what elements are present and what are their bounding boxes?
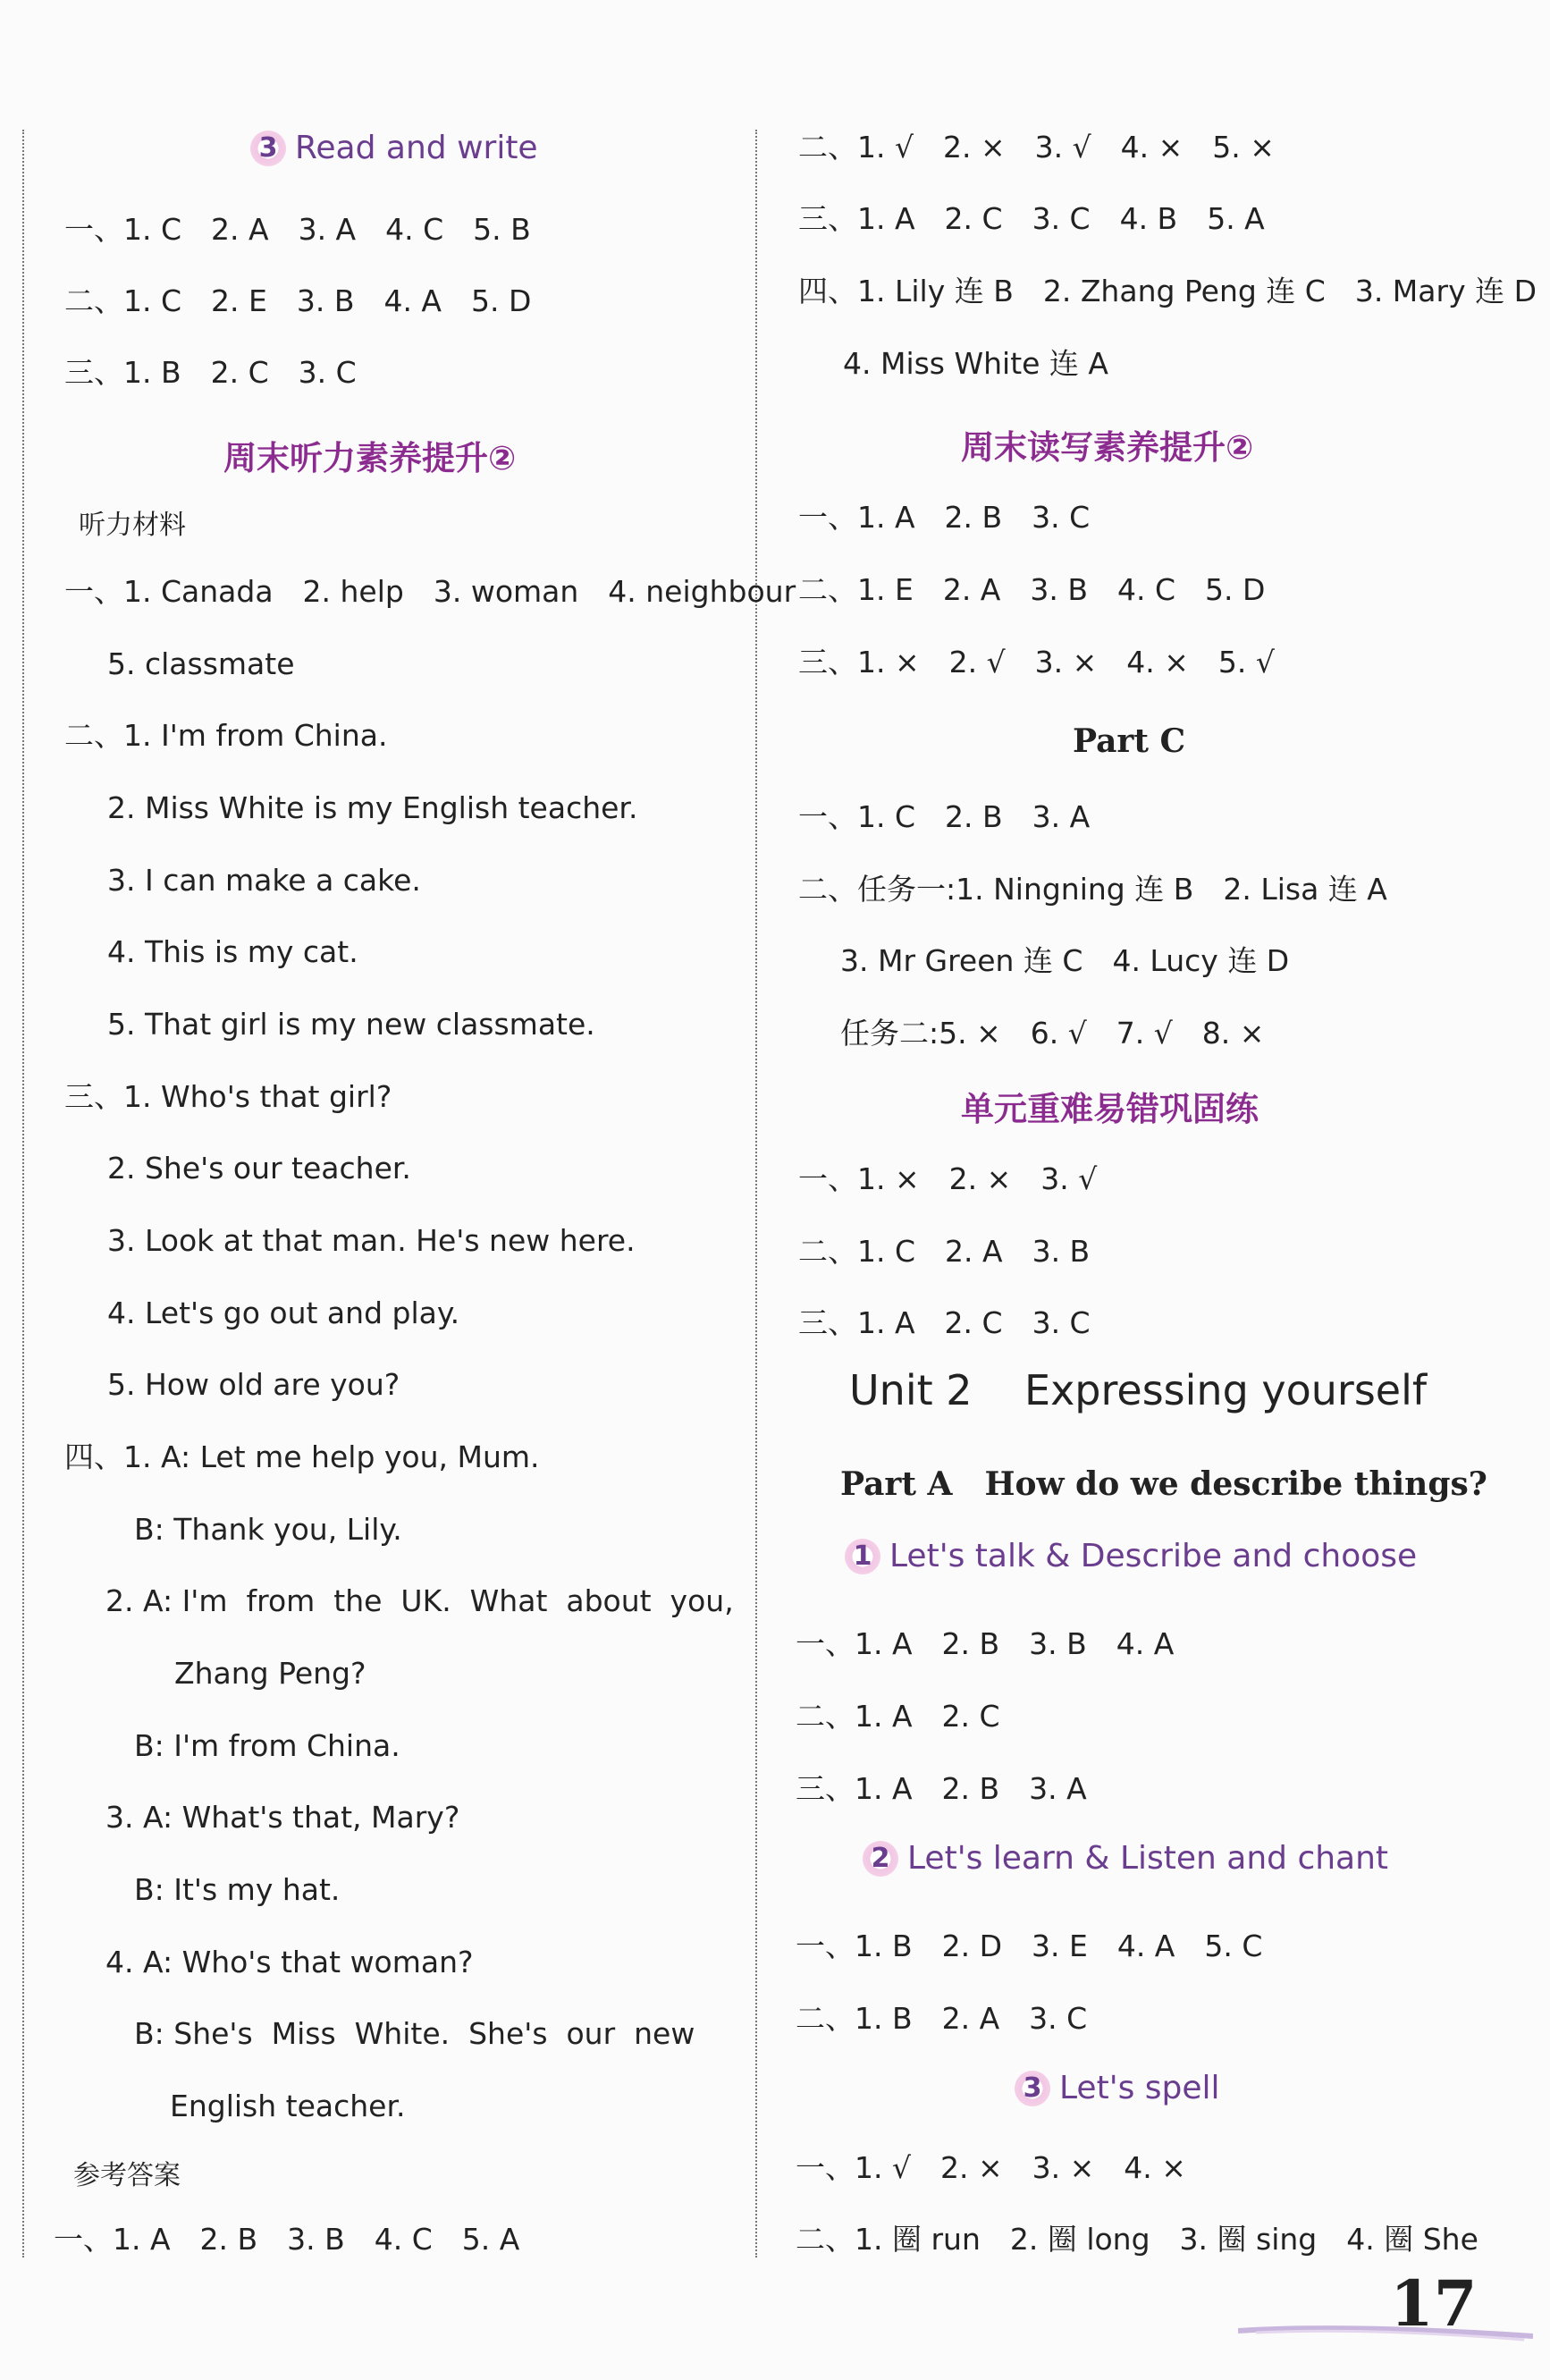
answer-line: 一、1. √ 2. × 3. × 4. × xyxy=(796,2150,1186,2185)
page-swoosh-decoration xyxy=(1238,2320,1533,2342)
listening-line: 3. Look at that man. He's new here. xyxy=(107,1223,636,1258)
answer-line: 一、1. A 2. B 3. C xyxy=(798,500,1091,535)
listening-line: B: She's Miss White. She's our new xyxy=(134,2016,695,2051)
weekend-listening-heading: 周末听力素养提升② xyxy=(223,439,517,477)
listening-line: 2. Miss White is my English teacher. xyxy=(107,790,638,825)
listening-line: 4. This is my cat. xyxy=(107,934,358,969)
unit-2-title: Unit 2 Expressing yourself xyxy=(849,1366,1428,1414)
listening-line: 5. classmate xyxy=(107,646,295,681)
left-margin-divider xyxy=(22,130,24,2258)
listening-line: B: I'm from China. xyxy=(134,1728,400,1763)
answer-line: 三、1. A 2. C 3. C 4. B 5. A xyxy=(798,201,1265,236)
listening-line: Zhang Peng? xyxy=(174,1656,366,1691)
listening-line: 四、1. A: Let me help you, Mum. xyxy=(64,1439,540,1474)
answer-line: 一、1. A 2. B 3. B 4. A xyxy=(796,1626,1175,1661)
part-a-heading: Part A How do we describe things? xyxy=(840,1465,1487,1503)
part-c-heading: Part C xyxy=(1073,722,1186,760)
answer-line: 二、1. C 2. A 3. B xyxy=(798,1234,1091,1269)
answer-line: 二、任务一:1. Ningning 连 B 2. Lisa 连 A xyxy=(798,872,1387,907)
badge-1-icon: 1 xyxy=(845,1539,880,1574)
listening-line: 三、1. Who's that girl? xyxy=(64,1079,392,1114)
answer-line: 一、1. C 2. B 3. A xyxy=(798,799,1091,834)
answer-line: 二、1. A 2. C xyxy=(796,1699,1000,1734)
answer-line: 3. Mr Green 连 C 4. Lucy 连 D xyxy=(840,943,1290,978)
answer-line: 二、1. B 2. A 3. C xyxy=(796,2001,1088,2036)
listening-line: English teacher. xyxy=(170,2089,406,2123)
lets-spell-heading xyxy=(1015,2070,1220,2106)
listening-line: 一、1. Canada 2. help 3. woman 4. neighbour xyxy=(64,574,796,609)
listening-line: 5. That girl is my new classmate. xyxy=(107,1007,595,1042)
badge-2-icon: 2 xyxy=(863,1841,898,1877)
listening-line: B: It's my hat. xyxy=(134,1872,341,1907)
badge-3-icon: 3 xyxy=(1015,2071,1050,2106)
weekend-reading-writing-heading: 周末读写素养提升② xyxy=(961,428,1254,467)
read-and-write-title: Read and write xyxy=(295,130,538,166)
answer-line: 一、1. × 2. × 3. √ xyxy=(798,1161,1098,1196)
listening-line: 5. How old are you? xyxy=(107,1367,400,1402)
listening-line: B: Thank you, Lily. xyxy=(134,1512,402,1547)
listening-line: 二、1. I'm from China. xyxy=(64,718,388,753)
unit-review-heading: 单元重难易错巩固练 xyxy=(961,1090,1259,1128)
lets-talk-heading xyxy=(845,1538,1417,1574)
answer-line: 四、1. Lily 连 B 2. Zhang Peng 连 C 3. Mary 连 D xyxy=(798,274,1537,308)
listening-line: 3. I can make a cake. xyxy=(107,863,421,898)
listening-material-label: 听力材料 xyxy=(79,510,186,541)
answer-line: 4. Miss White 连 A xyxy=(843,346,1108,381)
answer-line: 二、1. C 2. E 3. B 4. A 5. D xyxy=(64,283,532,318)
reference-answer-label: 参考答案 xyxy=(73,2160,181,2191)
badge-3-icon: 3 xyxy=(250,131,286,166)
answer-line: 三、1. × 2. √ 3. × 4. × 5. √ xyxy=(798,645,1275,679)
answer-line: 二、1. E 2. A 3. B 4. C 5. D xyxy=(798,572,1266,607)
answer-line: 一、1. A 2. B 3. B 4. C 5. A xyxy=(54,2222,520,2257)
lets-learn-title: Let's learn & Listen and chant xyxy=(907,1840,1389,1877)
page-number: 17 xyxy=(1390,2266,1478,2341)
listening-line: 3. A: What's that, Mary? xyxy=(105,1800,460,1835)
answer-line: 三、1. A 2. C 3. C xyxy=(798,1305,1091,1340)
listening-line: 2. She's our teacher. xyxy=(107,1151,411,1186)
lets-spell-title: Let's spell xyxy=(1059,2070,1220,2106)
answer-line: 一、1. B 2. D 3. E 4. A 5. C xyxy=(796,1928,1263,1963)
lets-learn-heading xyxy=(863,1840,1388,1877)
lets-talk-title: Let's talk & Describe and choose xyxy=(889,1538,1418,1574)
listening-line: 4. A: Who's that woman? xyxy=(105,1945,474,1979)
listening-line: 2. A: I'm from the UK. What about you, xyxy=(105,1583,734,1618)
listening-line: 4. Let's go out and play. xyxy=(107,1295,460,1330)
column-divider xyxy=(755,130,757,2258)
answer-line: 二、1. √ 2. × 3. √ 4. × 5. × xyxy=(798,130,1275,165)
answer-line: 一、1. C 2. A 3. A 4. C 5. B xyxy=(64,212,531,247)
answer-line: 三、1. A 2. B 3. A xyxy=(796,1771,1087,1806)
answer-line: 任务二:5. × 6. √ 7. √ 8. × xyxy=(840,1016,1265,1051)
answer-line: 三、1. B 2. C 3. C xyxy=(64,355,357,390)
answer-line: 二、1. 圈 run 2. 圈 long 3. 圈 sing 4. 圈 She xyxy=(796,2222,1478,2257)
read-and-write-heading xyxy=(250,130,538,166)
